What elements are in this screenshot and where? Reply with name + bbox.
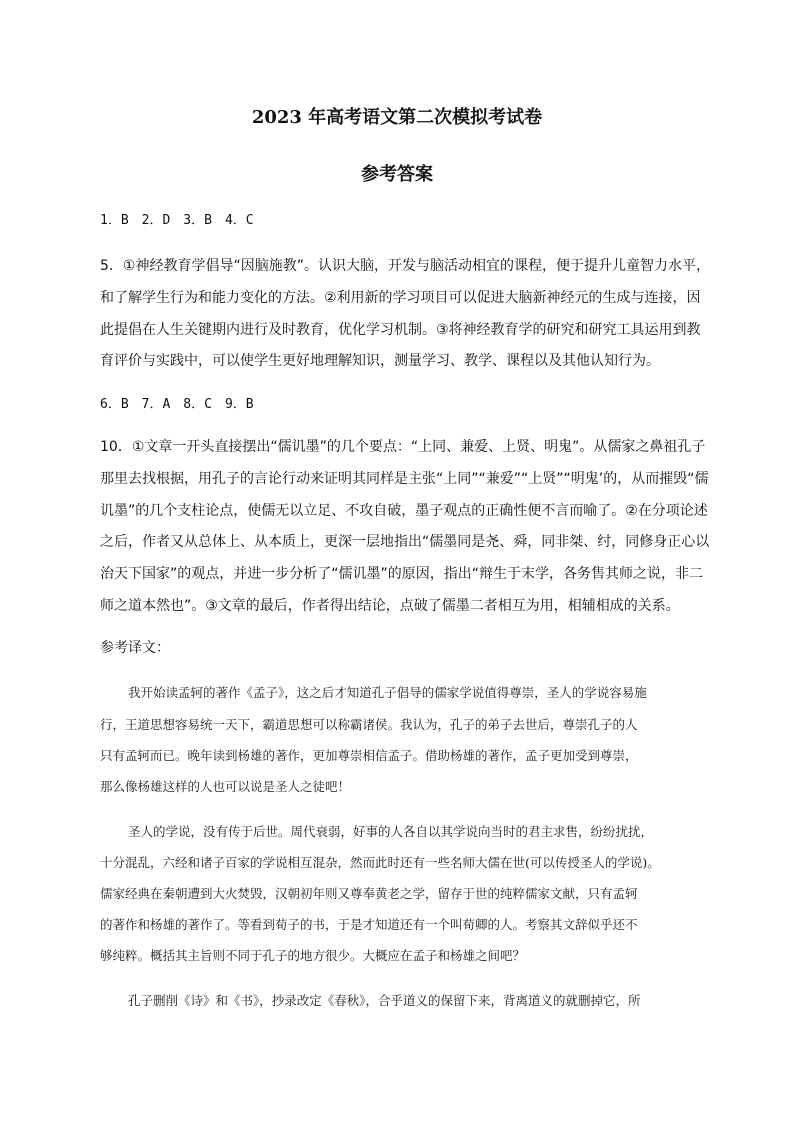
q5-line: 此提倡在人生关键期内进行及时教育，优化学习机制。③将神经教育学的研究和研究工具运用到教 xyxy=(100,322,701,338)
translation-line: 圣人的学说，没有传于后世。周代衰弱，好事的人各自以其学说向当时的君主求售，纷纷扰扰， xyxy=(128,824,654,839)
translation-line: 的著作和杨雄的著作了。等看到荀子的书，于是才知道还有一个叫荀卿的人。考察其文辞似乎还不 xyxy=(100,917,638,932)
translation-line: 孔子删削《诗》和《书》，抄录改定《春秋》，合乎道义的保留下来，背离道义的就删掉它，所 xyxy=(128,993,641,1008)
mc-answers-1-4: 1．B 2．D 3．B 4．C xyxy=(100,213,254,228)
q5-line: 育评价与实践中，可以使学生更好地理解知识，测量学习、教学、课程以及其他认知行为。 xyxy=(100,353,660,369)
translation-label: 参考译文： xyxy=(100,640,170,656)
translation-line: 那么像杨雄这样的人也可以说是圣人之徒吧！ xyxy=(100,779,351,794)
translation-line: 只有孟轲而已。晚年读到杨雄的著作，更加尊崇相信孟子。借助杨雄的著作，孟子更加受到尊崇， xyxy=(100,748,638,763)
q10-line: 10．①文章一开头直接摆出“儒讥墨”的几个要点：“上同、兼爱、上贤、明鬼”。从儒家之鼻祖孔子 xyxy=(100,439,706,455)
translation-line: 行，王道思想容易统一天下，霸道思想可以称霸诸侯。我认为，孔子的弟子去世后，尊崇孔子的人 xyxy=(100,717,638,732)
translation-line: 十分混乱，六经和诸子百家的学说相互混杂，然而此时还有一些名师大儒在世(可以传授圣人的学说)。 xyxy=(100,855,660,870)
translation-line: 儒家经典在秦朝遭到大火焚毁，汉朝初年则又尊奉黄老之学，留存于世的纯粹儒家文献，只有孟轲 xyxy=(100,886,638,901)
q10-line: 那里去找根据，用孔子的言论行动来证明其同样是主张“上同”“兼爱”“上贤”“明鬼’的，从而摧毁“儒 xyxy=(100,471,709,487)
q10-line: 治天下国家”的观点，并进一步分析了“儒讥墨”的原因，指出“辩生于末学，各务售其师之说，非二 xyxy=(100,566,704,582)
q10-line: 讥墨”的几个支柱论点，使儒无以立足、不攻自破，墨子观点的正确性便不言而喻了。②在分项论述 xyxy=(100,503,708,519)
translation-line: 够纯粹。概括其主旨则不同于孔子的地方很少。大概应在孟子和杨雄之间吧？ xyxy=(100,948,526,963)
q10-line: 师之道本然也”。③文章的最后，作者得出结论，点破了儒墨二者相互为用，相辅相成的关系。 xyxy=(100,598,680,614)
translation-line: 我开始读孟轲的著作《孟子》，这之后才知道孔子倡导的儒家学说值得尊崇，圣人的学说容易施 xyxy=(128,685,647,700)
q10-line: 之后，作者又从总体上、从本质上，更深一层地指出“儒墨同是尧、舜，同非桀、纣，同修身正心以 xyxy=(100,534,710,550)
document-title: 2023 年高考语文第二次模拟考试卷 xyxy=(251,107,543,128)
answer-heading: 参考答案 xyxy=(361,164,433,185)
q5-line: 5．①神经教育学倡导“因脑施教”。认识大脑，开发与脑活动相宜的课程，便于提升儿童智力水平， xyxy=(100,258,710,274)
mc-answers-6-9: 6．B 7．A 8．C 9．B xyxy=(100,397,254,412)
q5-line: 和了解学生行为和能力变化的方法。②利用新的学习项目可以促进大脑新神经元的生成与连接，因 xyxy=(100,290,701,306)
